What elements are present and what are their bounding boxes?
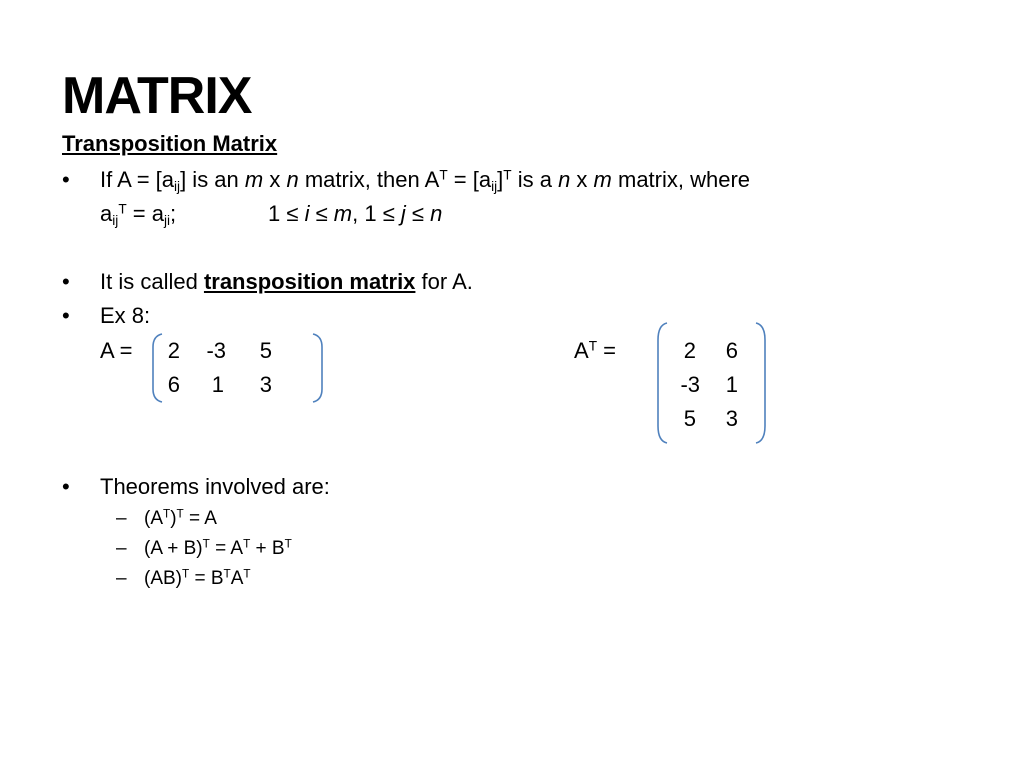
matrix-at-cell: 6: [725, 338, 738, 363]
dash-marker: –: [116, 538, 127, 559]
bullet-marker: •: [62, 474, 70, 499]
bullet-marker: •: [62, 303, 70, 328]
bullet-marker: •: [62, 167, 70, 192]
matrix-a-cell: 2: [167, 338, 180, 363]
matrix-at-cell: 2: [683, 338, 696, 363]
theorem-3: $(AB)^T = B^TA^T$: [144, 567, 251, 589]
called-line: It is called transposition matrix for A.: [100, 269, 473, 294]
theorems-heading: Theorems involved are:: [100, 474, 330, 499]
theorem-2: $(A + B)^T = A^T + B^T$: [144, 537, 292, 559]
matrix-at-cell: 1: [725, 372, 738, 397]
dash-marker: –: [116, 508, 127, 529]
matrix-at-cell: 5: [683, 406, 696, 431]
matrix-a-cell: 6: [167, 372, 180, 397]
matrix-a-cell: 3: [259, 372, 272, 397]
slide-subtitle: Transposition Matrix: [62, 131, 278, 156]
dash-marker: –: [116, 568, 127, 589]
definition-line-1: If $A = [a_{ij}]$ is an m x n matrix, then $A^T = [a_{ij}]^T$ is a n x m matrix, where: [100, 167, 751, 195]
matrix-at-cell: 3: [725, 406, 738, 431]
matrix-at-label: $A^T$ =: [574, 338, 616, 363]
matrix-at-right-bracket: [754, 322, 768, 444]
slide-title: MATRIX: [62, 67, 252, 125]
matrix-a-cell: 5: [259, 338, 272, 363]
theorem-1: $(A^T)^T = A$: [144, 507, 217, 529]
matrix-a-cell: 1: [211, 372, 224, 397]
definition-line-2: $a_{ij}^T = a_{ji}$;: [100, 201, 177, 229]
matrix-a-cell: -3: [206, 338, 226, 363]
example-label: Ex 8:: [100, 303, 151, 328]
matrix-a-right-bracket: [311, 333, 325, 403]
bullet-marker: •: [62, 269, 70, 294]
definition-range: 1 ≤ i ≤ m, 1 ≤ j ≤ n: [268, 201, 443, 226]
matrix-at-cell: -3: [680, 372, 700, 397]
matrix-a-label: A =: [100, 338, 133, 363]
